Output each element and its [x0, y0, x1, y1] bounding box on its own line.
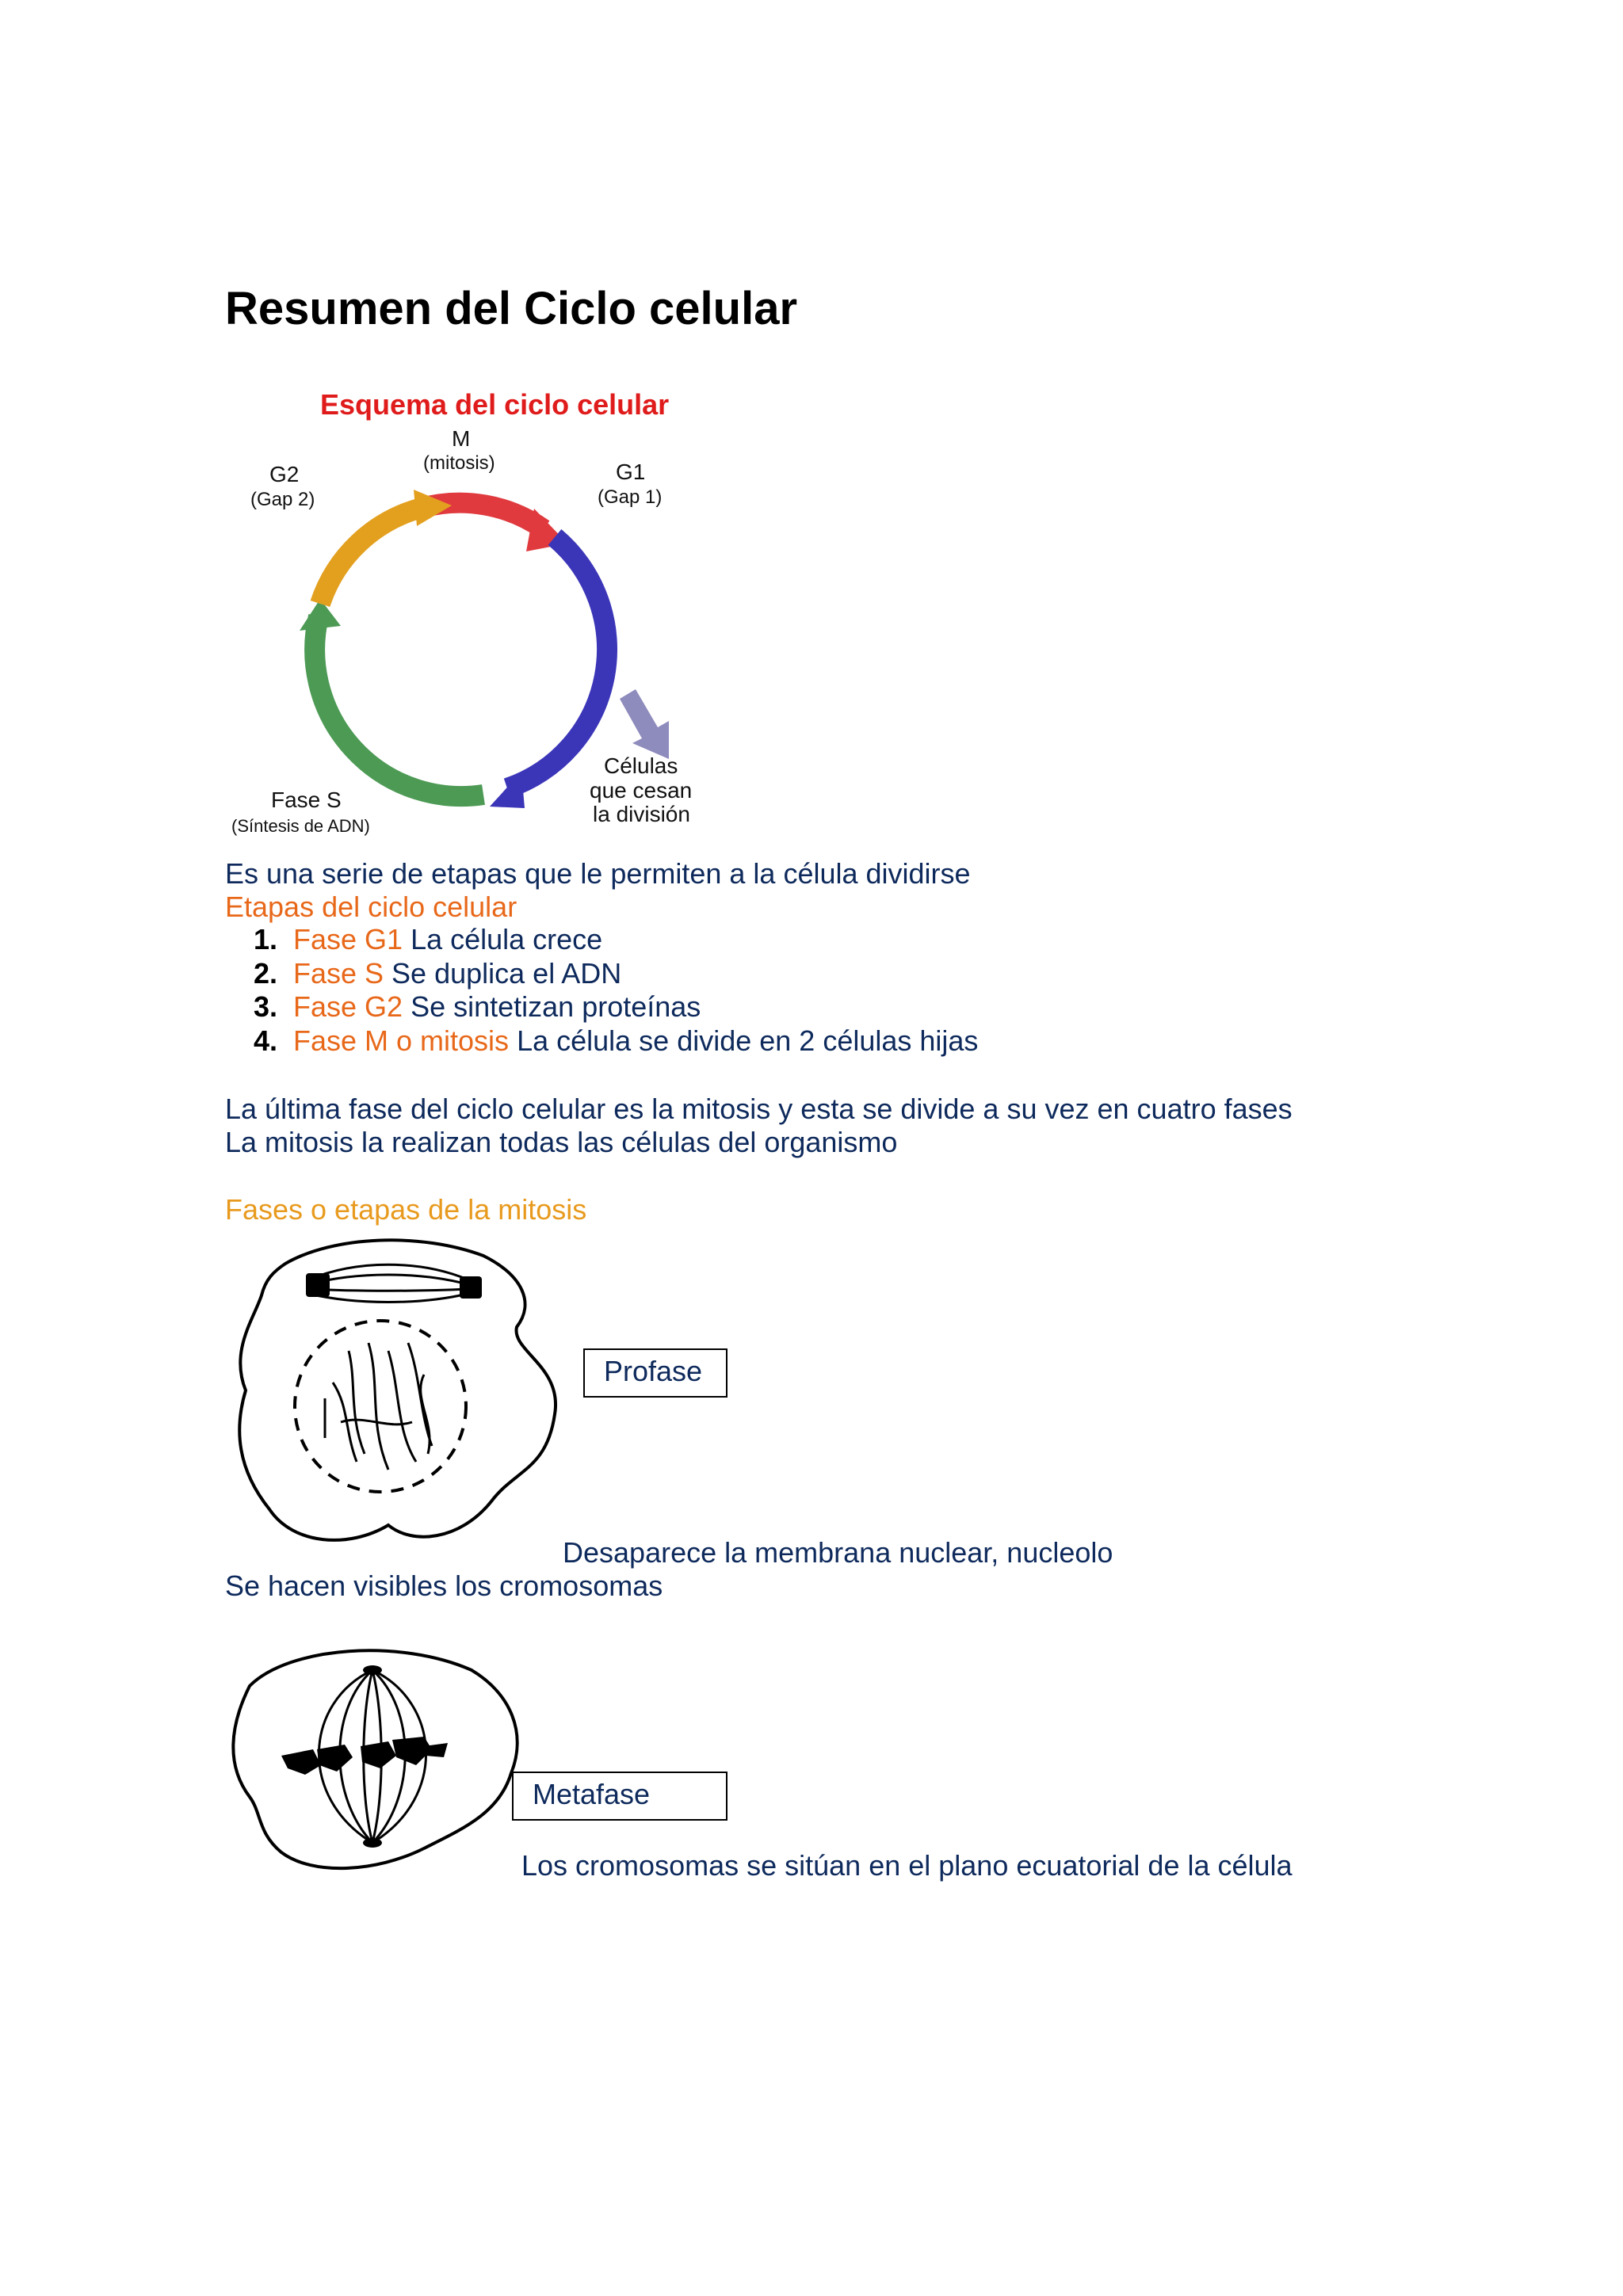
exit-label-line1: Células — [604, 753, 678, 778]
list-item: 2. Fase S Se duplica el ADN — [253, 956, 622, 990]
g1-phase-arc — [507, 537, 607, 788]
m-label: M — [452, 426, 471, 451]
g2-sublabel: (Gap 2) — [250, 489, 315, 510]
exit-label-line3: la división — [593, 802, 690, 826]
metafase-desc: Los cromosomas se sitúan en el plano ecuatorial de la célula — [521, 1849, 1293, 1882]
exit-arrow — [620, 689, 669, 759]
profase-illustration — [230, 1232, 563, 1553]
exit-label-line2: que cesan — [590, 778, 693, 803]
s-label: Fase S — [271, 788, 342, 812]
diagram-title: Esquema del ciclo celular — [320, 388, 670, 421]
profase-label-box — [583, 1348, 727, 1398]
m-sublabel: (mitosis) — [423, 452, 495, 474]
s-phase-arc — [315, 616, 483, 796]
phases-heading: Fases o etapas de la mitosis — [225, 1193, 587, 1226]
list-item: 4. Fase M o mitosis La célula se divide en 2 células hijas — [253, 1024, 979, 1057]
stages-heading: Etapas del ciclo celular — [225, 891, 517, 923]
metafase-label-box — [512, 1772, 727, 1821]
g2-phase-arc — [320, 508, 422, 604]
metafase-illustration — [226, 1638, 527, 1876]
stages-list — [225, 923, 978, 1058]
page-title: Resumen del Ciclo celular — [225, 283, 798, 334]
metafase-label: Metafase — [533, 1778, 651, 1810]
mitosis-text-line2: La mitosis la realizan todas las células del organismo — [225, 1126, 898, 1158]
s-sublabel: (Síntesis de ADN) — [231, 816, 370, 836]
profase-desc-line1: Desaparece la membrana nuclear, nucleolo — [563, 1536, 1113, 1569]
intro-text: Es una serie de etapas que le permiten a la célula dividirse — [225, 857, 971, 890]
profase-label: Profase — [604, 1355, 703, 1387]
list-item: 1. Fase G1 La célula crece — [253, 923, 603, 955]
mitosis-text-line1: La última fase del ciclo celular es la mitosis y esta se divide a su vez en cuatro fases — [225, 1093, 1293, 1125]
g1-sublabel: (Gap 1) — [598, 486, 663, 508]
cell-cycle-diagram — [214, 388, 721, 848]
g1-label: G1 — [616, 460, 646, 484]
list-item: 3. Fase G2 Se sintetizan proteínas — [253, 990, 701, 1023]
profase-desc-line2: Se hacen visibles los cromosomas — [225, 1569, 663, 1602]
g2-label: G2 — [269, 462, 300, 486]
g1-phase-arrowhead — [490, 772, 525, 808]
